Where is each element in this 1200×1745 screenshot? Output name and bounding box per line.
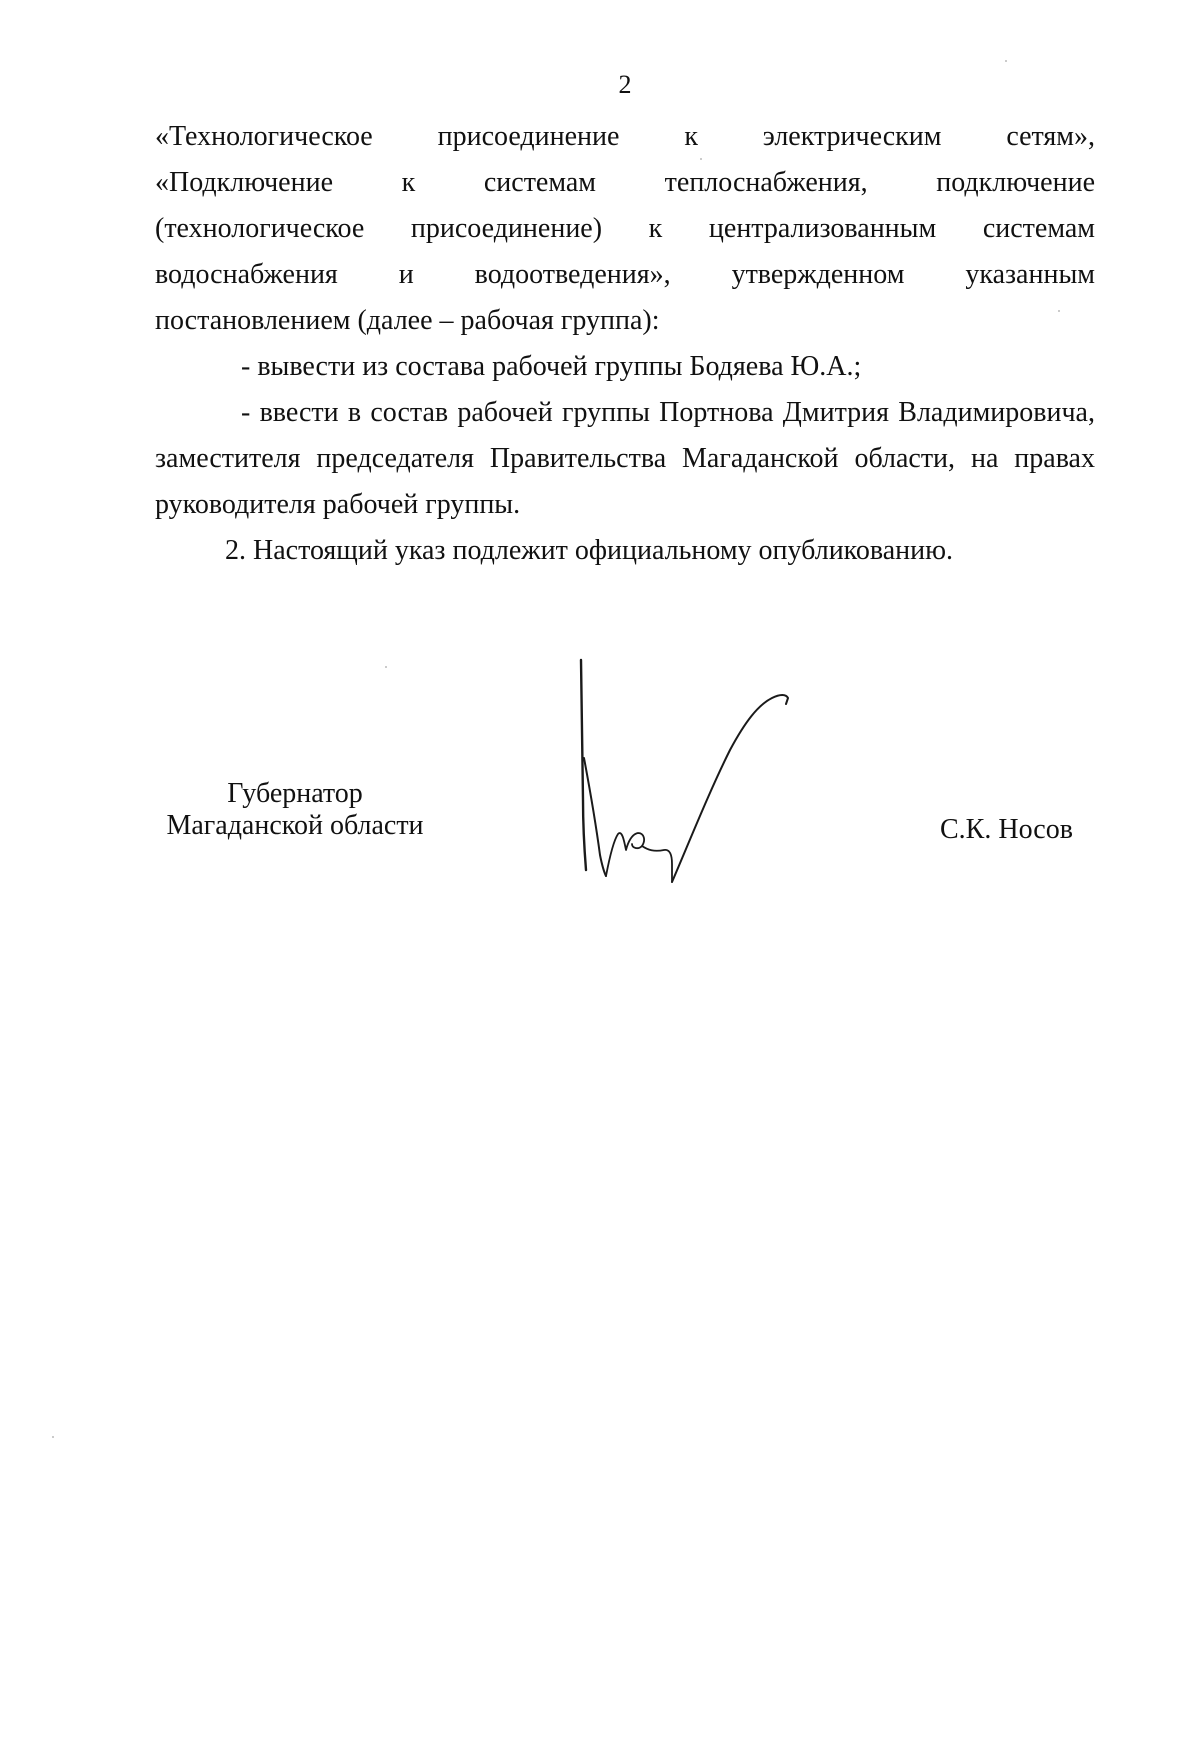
signatory-name: С.К. Носов [940, 814, 1073, 845]
handwritten-signature [560, 650, 860, 890]
signatory-title [150, 778, 440, 842]
scan-speck [1058, 310, 1060, 312]
item-remove-member: - вывести из состава рабочей группы Бодяева Ю.А.; [241, 351, 862, 382]
intro-line-4: водоснабжения и водоотведения», утвержденном указанным [155, 259, 1095, 290]
signatory-title-line-2: Магаданской области [166, 810, 424, 841]
scan-speck [52, 1436, 54, 1438]
scan-speck [385, 666, 387, 668]
item-publication: 2. Настоящий указ подлежит официальному опубликованию. [225, 535, 954, 566]
page-number: 2 [618, 70, 632, 99]
scan-speck [1005, 60, 1007, 62]
scan-speck [700, 158, 702, 160]
intro-line-5: постановлением (далее – рабочая группа): [155, 305, 660, 336]
item-add-member: - ввести в состав рабочей группы Портнова Дмитрия Владимировича, заместителя председателя Правительства Магаданской области, на правах руководителя рабочей группы. [155, 397, 1095, 520]
paragraph-intro [155, 114, 1095, 344]
signatory-title-line-1: Губернатор [227, 778, 363, 809]
intro-line-1: «Технологическое присоединение к электрическим сетям», [155, 121, 1095, 152]
document-body [155, 114, 1095, 574]
intro-line-2: «Подключение к системам теплоснабжения, подключение [155, 167, 1095, 198]
intro-line-3: (технологическое присоединение) к централизованным системам [155, 213, 1095, 244]
